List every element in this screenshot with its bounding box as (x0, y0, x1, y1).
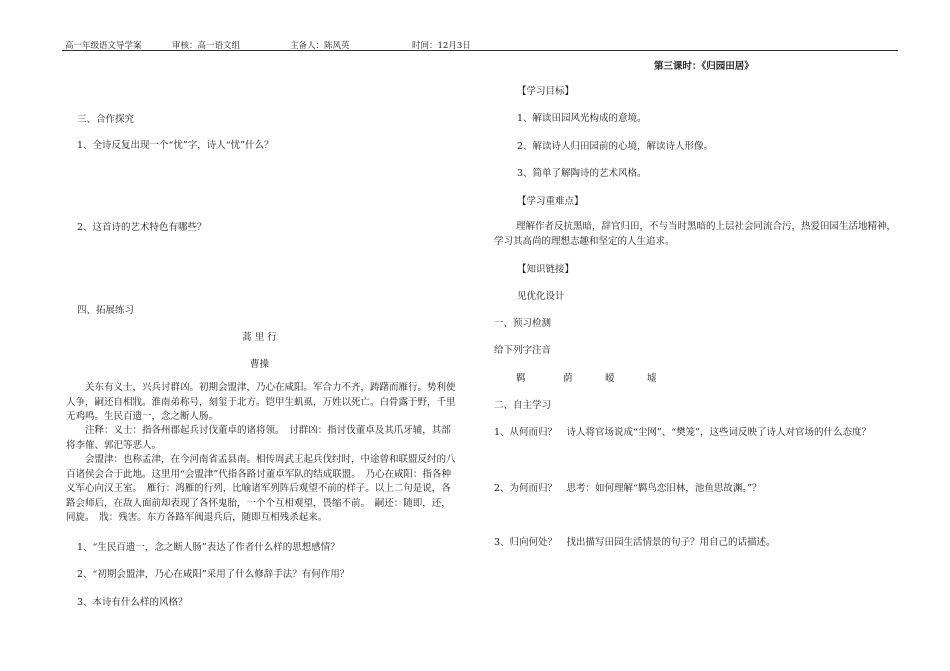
poem-note-2: 会盟津：也称孟津，在今河南省孟县南。相传周武王起兵伐纣时，中途曾和联盟反纣的八百诸侯会合于此地。这里用“会盟津”代指各路讨董卓军队的结成联盟。 乃心在咸阳：指各种义军心向汉王室。 雁行：鸿雁的行列，比喻诸军列阵后观望不前的样子。以上二句是说，各路会师后，在敌人面前却表现了各怀鬼胎，一个个互相观望，畏缩不前。 嗣还：随即，还，同旋。 戕：残害。东方各路军阀退兵后，随即互相残杀起来。 (66, 454, 456, 523)
header-time: 时间：12月3日 (412, 41, 471, 51)
poem-author: 曹操 (249, 359, 269, 370)
key-points-heading: 【学习重难点】 (517, 196, 584, 207)
goal-3: 3、简单了解陶诗的艺术风格。 (517, 168, 647, 179)
header-rule (62, 50, 898, 51)
header-review: 审核：高一语文组 (172, 41, 241, 51)
header-preparer: 主备人：陈风英 (290, 41, 350, 51)
extension-question-2: 2、“初期会盟津，乃心在咸阳”采用了什么修辞手法？有何作用？ (77, 569, 350, 580)
extension-question-1: 1、“生民百遗一，念之断人肠”表达了作者什么样的思想感情？ (77, 542, 340, 553)
knowledge-link-text: 见优化设计 (517, 291, 565, 302)
phonetic-prompt: 给下列字注音 (494, 345, 552, 356)
phonetic-char: 暧 (605, 373, 615, 384)
phonetic-char: 墟 (647, 373, 657, 384)
inquiry-question-2: 2、这首诗的艺术特色有哪些？ (77, 222, 207, 233)
preview-heading: 一、预习检测 (494, 318, 552, 329)
section-cooperative-inquiry: 三、合作探究 (77, 114, 135, 125)
section-extension-practice: 四、拓展练习 (77, 305, 135, 316)
poem-body: 关东有义士，兴兵讨群凶。初期会盟津，乃心在咸阳。军合力不齐，踌躇而雁行。势利使人争，嗣还自相戕。淮南弟称号，刻玺于北方。铠甲生虮虱，万姓以死亡。白骨露于野，千里无鸡鸣。生民百遗一，念之断人肠。 (66, 382, 456, 422)
goal-1: 1、解读田园风光构成的意境。 (517, 113, 647, 124)
poem-note-1: 注释：义士：指各州郡起兵讨伐董卓的诸将领。 讨群凶：指讨伐董卓及其爪牙辅，其部将李傕、郭汜等恶人。 (66, 425, 451, 451)
lesson-title: 第三课时：《归园田居》 (654, 61, 754, 72)
self-study-question-1: 1、从何而归？ 诗人将官场说成“尘网”、“樊笼”，这些词反映了诗人对官场的什么态度？ (494, 427, 871, 438)
goals-heading: 【学习目标】 (517, 86, 575, 97)
key-points-text: 理解作者反抗黑暗，辞官归田，不与当时黑暗的上层社会同流合污，热爱田园生活地精神，学习其高尚的理想志趣和坚定的人生追求。 (494, 221, 897, 247)
self-study-question-3: 3、归向何处？ 找出描写田园生活情景的句子？用自己的话描述。 (494, 537, 776, 548)
extension-question-3: 3、本诗有什么样的风格？ (77, 597, 188, 608)
header-grade: 高一年级语文导学案 (65, 41, 142, 51)
knowledge-link-heading: 【知识链接】 (517, 264, 575, 275)
inquiry-question-1: 1、全诗反复出现一个“忧”字，诗人“忧”什么？ (77, 140, 274, 151)
goal-2: 2、解读诗人归田园前的心境，解读诗人形像。 (517, 141, 714, 152)
self-study-heading: 二、自主学习 (494, 400, 552, 411)
self-study-question-2: 2、为何而归？ 思考：如何理解“羁鸟恋旧林，池鱼思故渊。”？ (494, 483, 762, 494)
poem-title: 蒿 里 行 (242, 332, 277, 343)
phonetic-char: 荫 (563, 373, 573, 384)
phonetic-char: 羁 (516, 373, 526, 384)
